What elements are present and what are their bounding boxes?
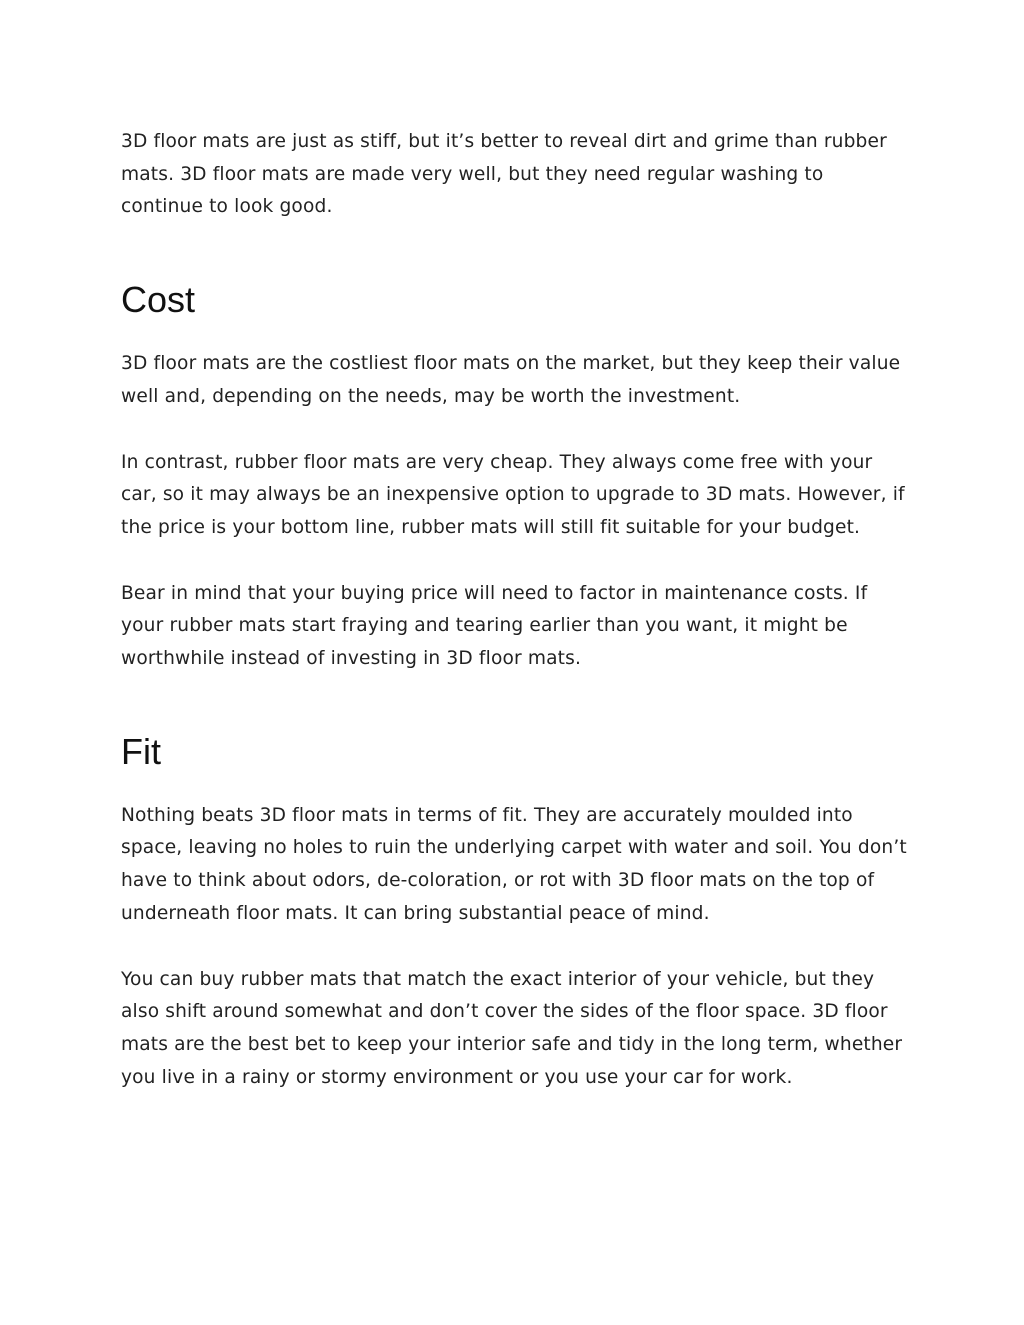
cost-paragraph-2: In contrast, rubber floor mats are very cheap. They always come free with your car, so it may always be an inexpensive option to upgrade to 3D mats. However, if the price is your bottom line, rubber mats will still fit suitable for your budget. [121, 451, 905, 538]
cost-paragraph-1: 3D floor mats are the costliest floor mats on the market, but they keep their value well and, depending on the needs, may be worth the investment. [121, 353, 901, 407]
paragraph-spacer [121, 931, 911, 964]
paragraph-spacer [121, 545, 911, 578]
paragraph-spacer [121, 414, 911, 447]
document-page [121, 126, 911, 1094]
fit-paragraph-2: You can buy rubber mats that match the exact interior of your vehicle, but they also shift around somewhat and don’t cover the sides of the floor space. 3D floor mats are the best bet to keep your interior safe and tidy in the long term, whether you live in a rainy or stormy environment or you use your car for work. [121, 968, 903, 1088]
intro-paragraph: 3D floor mats are just as stiff, but it’s better to reveal dirt and grime than rubber mats. 3D floor mats are made very well, but they need regular washing to continue to look good. [121, 131, 887, 218]
section-heading-fit: Fit [121, 730, 161, 772]
fit-paragraph-1: Nothing beats 3D floor mats in terms of fit. They are accurately moulded into space, leaving no holes to ruin the underlying carpet with water and soil. You don’t have to think about odors, de-coloration, or rot with 3D floor mats on the top of underneath floor mats. It can bring substantial peace of mind. [121, 804, 907, 924]
cost-paragraph-3: Bear in mind that your buying price will need to factor in maintenance costs. If your rubber mats start fraying and tearing earlier than you want, it might be worthwhile instead of investing in 3D floor mats. [121, 582, 868, 670]
section-heading-cost: Cost [121, 279, 196, 321]
